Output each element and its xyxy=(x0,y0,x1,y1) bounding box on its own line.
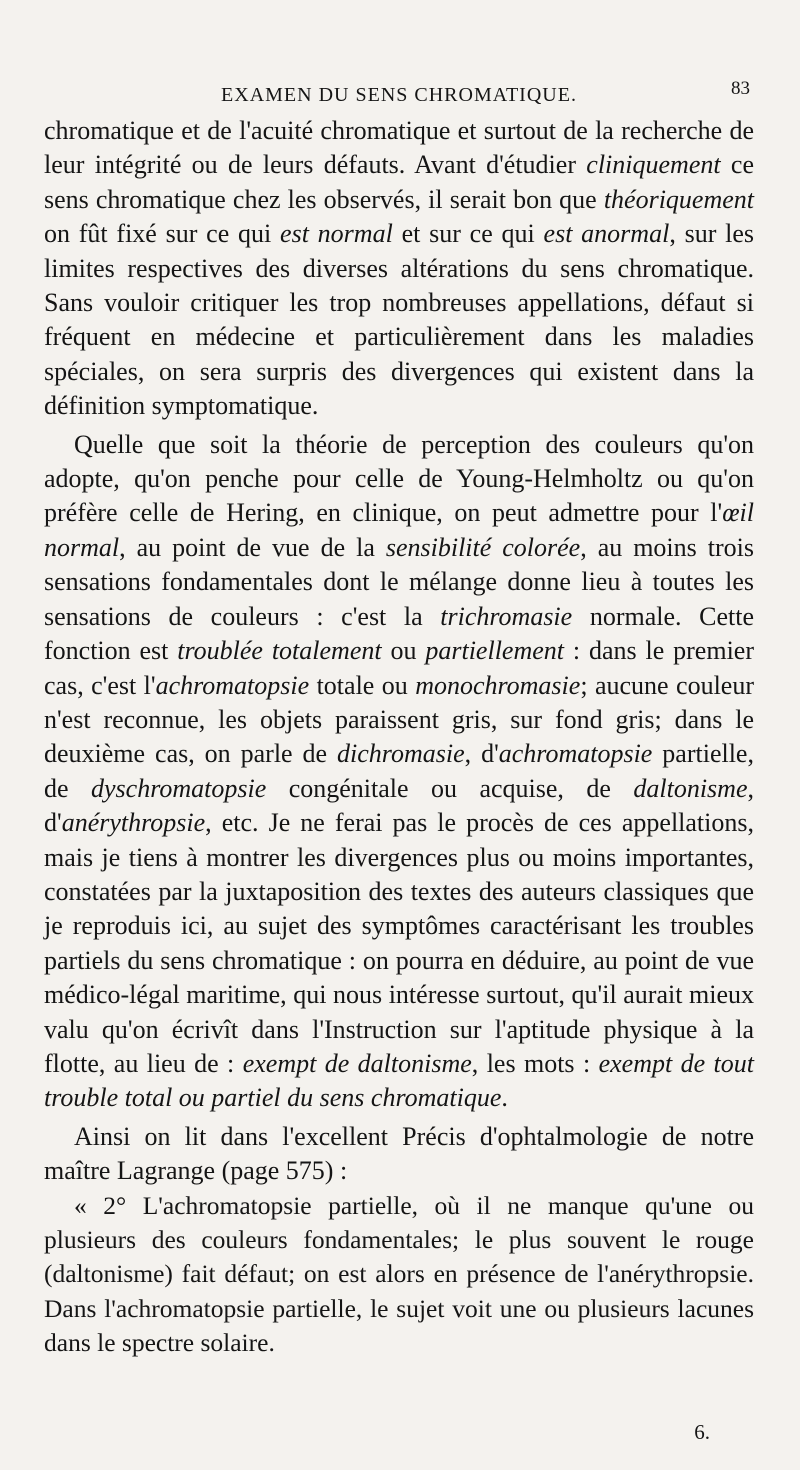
text-run: et sur ce qui xyxy=(392,219,544,249)
text-run: , sur les limites respectives des diverses altérations du sens chromatique. Sans vouloir critiquer les trop nombreuses appellations, défaut si fréquent en médecine et particulièrement dans les maladies spéciales, on sera surpris des divergences qui existent dans la définition symptomatique. xyxy=(44,219,755,421)
italic-term: dyschromatopsie xyxy=(91,773,267,803)
text-run: , d' xyxy=(44,773,754,838)
italic-term: est anormal xyxy=(543,219,670,249)
italic-term: théoriquement xyxy=(603,184,754,214)
quotation-paragraph xyxy=(44,1189,754,1361)
text-run: , d' xyxy=(464,739,499,769)
running-head xyxy=(44,76,754,114)
text-run: . xyxy=(501,1083,508,1113)
page-number: 83 xyxy=(731,78,750,99)
italic-term: trichromasie xyxy=(440,601,573,631)
italic-term: troublée totalement xyxy=(177,636,382,666)
italic-term: daltonisme xyxy=(633,773,748,803)
italic-term: sensibilité colorée xyxy=(385,532,581,562)
text-run: ; aucune couleur n'est reconnue, les objets paraissent gris, sur fond gris; dans le deuxième cas, on parle de xyxy=(44,670,754,769)
text-run: , les mots : xyxy=(471,1048,599,1078)
text-run: « 2° L'achromatopsie partielle, où il ne manque qu'une ou plusieurs des couleurs fondamentales; le plus souvent le rouge (daltonisme) fait défaut; on est alors en présence de l'anérythropsie. Dans l'achromatopsie partielle, le sujet voit une ou plusieurs lacunes dans le spectre solaire. xyxy=(44,1190,754,1358)
body-text xyxy=(44,114,754,1361)
paragraph-2 xyxy=(44,428,754,1116)
italic-term: est normal xyxy=(280,219,393,249)
text-run: totale ou xyxy=(309,670,416,700)
text-run: ou xyxy=(381,636,426,666)
text-run: , etc. Je ne ferai pas le procès de ces appellations, mais je tiens à montrer les divergences plus ou moins importantes, constatées par la juxtaposition des textes des auteurs classiques que je reproduis ici, au sujet des symptômes caractérisant les troubles partiels du sens chromatique : on pourra en déduire, au point de vue médico-légal maritime, qui nous intéresse surtout, qu'il aurait mieux valu qu'on écrivît dans l'Instruction sur l'aptitude physique à la flotte, au lieu de : xyxy=(44,808,754,1078)
text-run: Ainsi on lit dans l'excellent Précis d'ophtalmologie de notre maître Lagrange (page 575) : xyxy=(44,1121,754,1186)
italic-term: exempt de daltonisme xyxy=(242,1048,472,1078)
text-run: Quelle que soit la théorie de perception des couleurs qu'on adopte, qu'on penche pour celle de Young-Helmholtz ou qu'on préfère celle de Hering, en clinique, on peut admettre pour l' xyxy=(44,429,754,528)
italic-term: exempt de tout trouble total ou partiel du sens chromatique xyxy=(44,1048,754,1113)
italic-term: monochromasie xyxy=(415,670,581,700)
text-run: congénitale ou acquise, de xyxy=(266,773,634,803)
italic-term: dichromasie xyxy=(337,739,465,769)
italic-term: achromatopsie xyxy=(155,670,310,700)
running-title: EXAMEN DU SENS CHROMATIQUE. xyxy=(221,84,577,106)
italic-term: achromatopsie xyxy=(498,739,653,769)
italic-term: œil normal xyxy=(44,498,754,562)
text-run: , au point de vue de la xyxy=(119,532,386,562)
italic-term: anérythropsie xyxy=(61,808,206,838)
text-run: chromatique et de l'acuité chromatique et surtout de la recherche de leur intégrité ou de leurs défauts. Avant d'étudier xyxy=(44,116,754,180)
text-run: , au moins trois sensations fondamentales dont le mélange donne lieu à toutes les sensations de couleurs : c'est la xyxy=(44,532,754,631)
paragraph-3 xyxy=(44,1120,754,1189)
italic-term: cliniquement xyxy=(586,150,721,180)
paragraph-1 xyxy=(44,114,754,424)
text-run: partielle, de xyxy=(44,739,754,803)
text-run: normale. Cette fonction est xyxy=(44,601,754,666)
text-run: ce sens chromatique chez les observés, il serait bon que xyxy=(44,150,754,214)
text-run: on fût fixé sur ce qui xyxy=(44,219,281,249)
italic-term: partiellement xyxy=(425,636,564,666)
signature-mark: 6. xyxy=(694,1420,710,1444)
text-run: : dans le premier cas, c'est l' xyxy=(44,636,754,700)
